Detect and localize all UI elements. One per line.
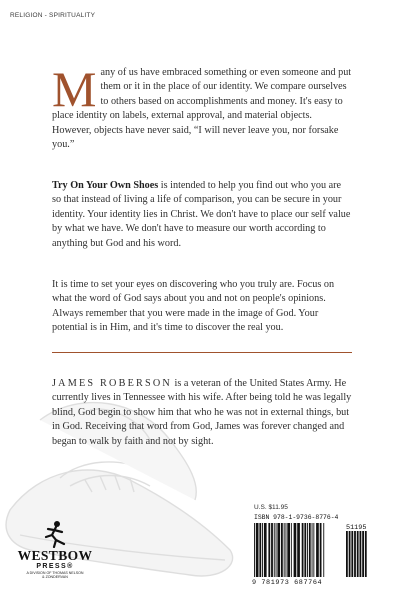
publisher-logo xyxy=(12,520,98,580)
section-divider xyxy=(52,352,352,353)
drop-cap: M xyxy=(52,61,97,117)
book-title: Try On Your Own Shoes xyxy=(52,180,159,191)
ean-number: 9 781973 687764 xyxy=(252,579,323,587)
publisher-division-line2: & ZONDERVAN xyxy=(42,575,68,580)
description-paragraph xyxy=(52,179,352,251)
intro-text: any of us have embraced something or even someone and put them or it in the place of our identity. We compare ourselves to others based on accomplishments and money. It's easy to place identity on labels, external approval, and material objects. However, objects have never said, “I will never leave you, nor forsake you.” xyxy=(52,67,352,151)
publisher-press: PRESS® xyxy=(36,563,74,570)
author-bio-text: is a veteran of the United States Army. He currently lives in Tennessee with his wife. After being told he was legally blind, God begin to show him that who he was not in external things, but in God. Receiving that word from God, James was forever changed and began to walk by faith and not by sight. xyxy=(52,378,352,447)
description-text: is intended to help you find out who you are so that instead of living a life of comparison, you can be secure in your identity. Your identity lies in Christ. We don't have to place our self value by what we have. We don't have to measure our worth according to anything but God and his word. xyxy=(52,180,351,249)
barcode-block xyxy=(252,513,376,587)
price-label: U.S. $11.95 xyxy=(254,504,288,511)
category-label: RELIGION - SPIRITUALITY xyxy=(10,12,96,19)
call-to-action-paragraph: It is time to set your eyes on discovering who you truly are. Focus on what the word of God says about you and not on people's opinions. Always remember that you were made in the image of God. Your potential is in Him, and it's time to discover the real you. xyxy=(52,279,335,334)
intro-paragraph xyxy=(52,61,352,152)
author-bio xyxy=(52,377,352,449)
author-name: JAMES ROBERSON xyxy=(52,378,172,389)
price-code: 51195 xyxy=(346,524,367,532)
publisher-name: WESTBOW xyxy=(17,548,93,563)
isbn-label: ISBN 978-1-9736-8776-4 xyxy=(254,514,339,521)
runner-icon xyxy=(40,520,70,548)
publisher-division-line1: A DIVISION OF THOMAS NELSON xyxy=(26,571,84,575)
barcode xyxy=(252,523,376,579)
